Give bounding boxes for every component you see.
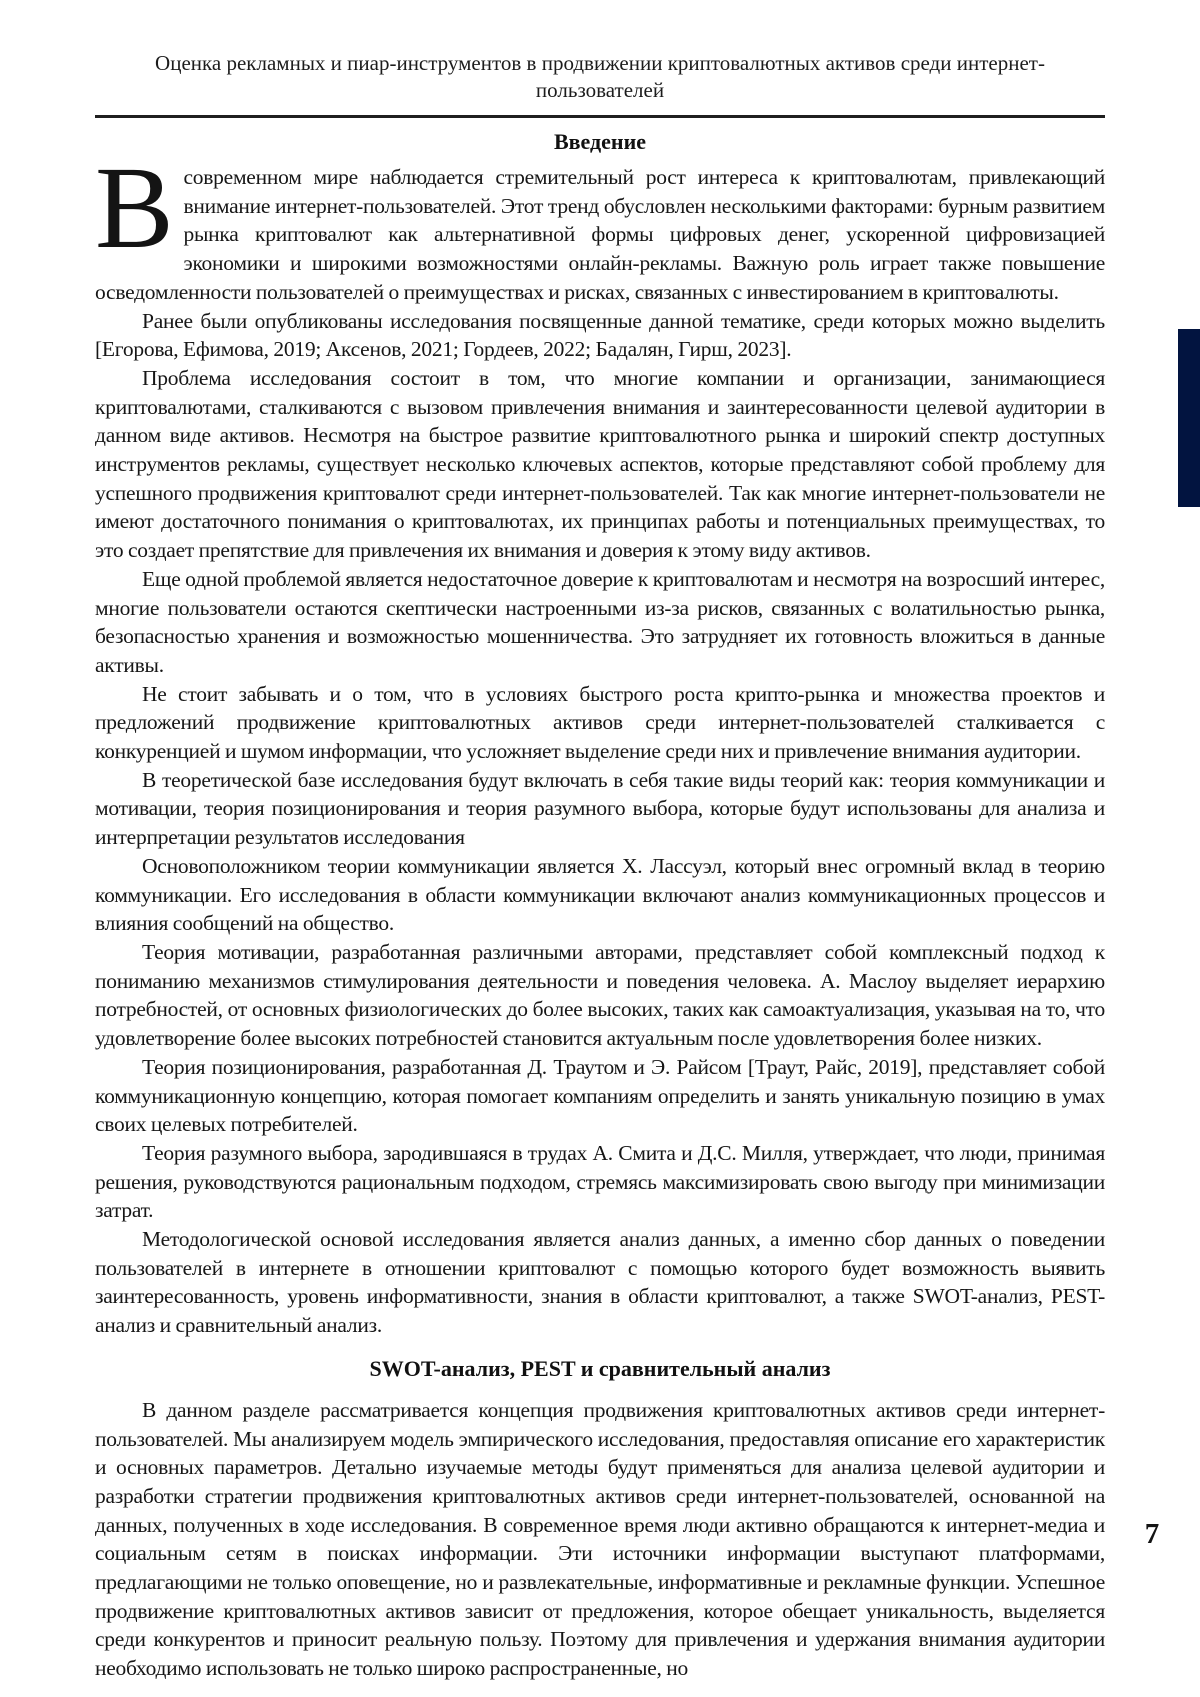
paragraph: Теория позиционирования, разработанная Д. Траутом и Э. Райсом [Траут, Райс, 2019], представляет собой коммуникационную концепцию, которая помогает компаниям определить и занять уникальную позицию в умах своих целевых потребителей. [95, 1054, 1105, 1137]
drop-cap-letter: В [95, 142, 174, 273]
paragraph: Еще одной проблемой является недостаточное доверие к криптовалютам и несмотря на возросший интерес, многие пользователи остаются скептически настроенными из-за рисков, связанных с волатильностью рынка, безопасностью хранения и возможностью мошенничества. Это затрудняет их готовность вложиться в данные активы. [95, 566, 1105, 677]
lead-paragraph-text: современном мире наблюдается стремительный рост интереса к криптовалютам, привлекающий внимание интернет-пользователей. Этот тренд обусловлен несколькими факторами: бурным развитием рынка криптовалют как альтернативной формы цифровых денег, ускоренной цифровизацией экономики и широкими возможностями онлайн-рекламы. Важную роль играет также повышение осведомленности пользователей о преимуществах и рисках, связанных с инвестированием в криптовалюты. [95, 165, 1105, 304]
lead-paragraph [95, 142, 1105, 307]
paragraph: Теория разумного выбора, зародившаяся в трудах А. Смита и Д.С. Милля, утверждает, что люди, принимая решения, руководствуются рациональным подходом, стремясь максимизировать свою выгоду при минимизации затрат. [95, 1140, 1105, 1223]
page-number: 7 [1144, 1518, 1160, 1550]
paragraph: Теория мотивации, разработанная различными авторами, представляет собой комплексный подход к пониманию механизмов стимулирования деятельности и поведения человека. А. Маслоу выделяет иерархию потребностей, от основных физиологических до более высоких, таких как самоактуализация, указывая на то, что удовлетворение более высоких потребностей становится актуальным после удовлетворения более низких. [95, 939, 1105, 1051]
paragraph: Проблема исследования состоит в том, что многие компании и организации, занимающиеся криптовалютами, сталкиваются с вызовом привлечения внимания и заинтересованности целевой аудитории в данном виде активов. Несмотря на быстрое развитие криптовалютного рынка и широкий спектр доступных инструментов рекламы, существует несколько ключевых аспектов, которые представляют собой проблему для успешного продвижения криптовалют среди интернет-пользователей. Так как многие интернет-пользователи не имеют достаточного понимания о криптовалютах, их принципах работы и потенциальных преимуществах, то это создает препятствие для привлечения их внимания и доверия к этому виду активов. [95, 365, 1105, 563]
right-edge-accent-bar [1178, 329, 1200, 507]
paragraph: Методологической основой исследования является анализ данных, а именно сбор данных о поведении пользователей в интернете в отношении криптовалют с помощью которого будет возможность выявить заинтересованность, уровень информативности, знания в области криптовалют, а также SWOT-анализ, PEST-анализ и сравнительный анализ. [95, 1227, 1105, 1338]
paragraph: Ранее были опубликованы исследования посвященные данной тематике, среди которых можно выделить [Егорова, Ефимова, 2019; Аксенов, 2021; Гордеев, 2022; Бадалян, Гирш, 2023]. [95, 308, 1105, 362]
section-heading-swot: SWOT-анализ, PEST и сравнительный анализ [369, 1355, 831, 1381]
paragraph: В данном разделе рассматривается концепция продвижения криптовалютных активов среди интернет-пользователей. Мы анализируем модель эмпирического исследования, предоставляя описание его характеристик и основных параметров. Детально изучаемые методы будут применяться для анализа целевой аудитории и разработки стратегии продвижения криптовалютных активов среди интернет-пользователей, основанной на данных, полученных в ходе исследования. В современное время люди активно обращаются к интернет-медиа и социальным сетям в поисках информации. Эти источники информации выступают платформами, предлагающими не только оповещение, но и развлекательные, информативные и рекламные функции. Успешное продвижение криптовалютных активов зависит от предложения, которое обещает уникальность, выделяется среди конкурентов и приносит реальную пользу. Поэтому для привлечения и удержания внимания аудитории необходимо использовать не только широко распространенные, но [95, 1397, 1105, 1681]
paragraph: В теоретической базе исследования будут включать в себя такие виды теорий как: теория коммуникации и мотивации, теория позиционирования и теория разумного выбора, которые будут использованы для анализа и интерпретации результатов исследования [95, 767, 1105, 850]
header-divider-rule [95, 115, 1105, 118]
page-content [95, 50, 1105, 1683]
paragraph: Основоположником теории коммуникации является Х. Лассуэл, который внес огромный вклад в теорию коммуникации. Его исследования в области коммуникации включают анализ коммуникационных процессов и влияния сообщений на общество. [95, 853, 1105, 936]
section-heading-introduction: Введение [553, 129, 647, 154]
running-header-title: Оценка рекламных и пиар-инструментов в продвижении криптовалютных активов среди интернет-пользователей [155, 51, 1045, 102]
paragraph: Не стоит забывать и о том, что в условиях быстрого роста крипто-рынка и множества проектов и предложений продвижение криптовалютных активов среди интернет-пользователей сталкивается с конкуренцией и шумом информации, что усложняет выделение среди них и привлечение внимания аудитории. [95, 681, 1105, 764]
